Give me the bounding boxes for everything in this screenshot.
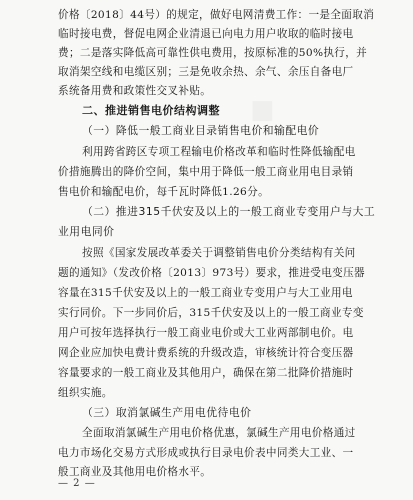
subsection-heading: （一）降低一般工商业目录销售电价和输配电价 — [82, 124, 320, 137]
paragraph-line: 组织实施。 — [58, 387, 113, 399]
paragraph-line: 取消架空线和电缆区别；三是免收余热、余气、余压自备电厂 — [58, 66, 354, 78]
subsection-heading: 业用电同价 — [58, 225, 115, 238]
subsection-heading: （二）推进315千伏安及以上的一般工商业专变用户与大工 — [82, 205, 376, 218]
paragraph-line: 售电价和输配电价，每千瓦时降低1.26分。 — [58, 186, 270, 198]
paragraph-line: 价格〔2018〕44号）的规定，做好电网清费工作：一是全面取消 — [58, 9, 375, 21]
section-heading: 二、推进销售电价结构调整 — [82, 104, 220, 117]
paragraph-line: 实行同价。下一步同价后，315千伏安及以上的一般工商业专变 — [58, 307, 364, 319]
paragraph-line: 全面取消氯碱生产用电价格优惠，氯碱生产用电价格通过 — [82, 427, 356, 439]
faint-watermark — [250, 95, 275, 125]
paragraph-line: 般工商业及其他用电价格水平。 — [58, 466, 212, 478]
page-number: — 2 — — [58, 478, 96, 489]
subsection-heading: （三）取消氯碱生产用电优待电价 — [82, 406, 252, 419]
paragraph-line: 网企业应加快电费计费系统的升级改造，审核统计符合变压器 — [58, 347, 354, 359]
paragraph-line: 费；二是落实降低高可靠性供电费用，按原标准的50%执行，并 — [58, 47, 368, 59]
paragraph-line: 价措施腾出的降价空间，集中用于降低一般工商业用电目录销 — [58, 166, 354, 178]
paragraph-line: 电力市场化交易方式形成或执行目录电价表中同类大工业、一 — [58, 447, 354, 459]
paragraph-line: 题的通知》（发改价格〔2013〕973号）要求，推进受电变压器 — [58, 267, 365, 279]
paragraph-line: 利用跨省跨区专项工程输电价格改革和临时性降低输配电 — [82, 146, 356, 158]
paragraph-line: 容量要求的一般工商业及其他用户，确保在第二批降价措施时 — [58, 367, 354, 379]
paragraph-line: 容量在315千伏安及以上的一般工商业专变用户与大工业用电 — [58, 287, 353, 299]
paragraph-line: 按照《国家发展改革委关于调整销售电价分类结构有关问 — [82, 247, 356, 259]
paragraph-line: 用户可按年选择执行一般工商业电价或大工业两部制电价。电 — [58, 327, 354, 339]
paragraph-line: 临时接电费，督促电网企业清退已向电力用户收取的临时接电 — [58, 28, 354, 40]
paragraph-line: 系统备用费和政策性交叉补贴。 — [58, 85, 212, 97]
